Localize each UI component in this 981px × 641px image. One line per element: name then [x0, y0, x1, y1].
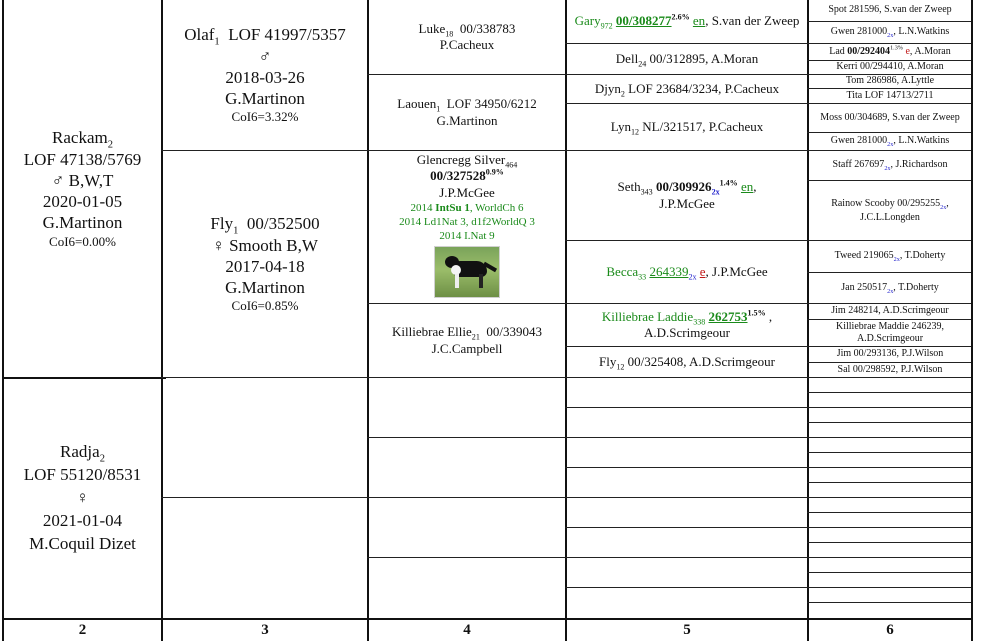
g5-cell-3[interactable] [567, 75, 807, 103]
sds-title-line-1: 2014 IntSu 1, WorldCh 6 [410, 201, 524, 214]
g5-6-line: Becca$_{33}$ $264339_{2x}$ e, J.P.McGee [606, 263, 768, 282]
dam-breeder: M.Coquil Dizet [29, 533, 136, 553]
g6-row-8[interactable] [809, 133, 971, 150]
row-rule [565, 557, 807, 558]
g5-5-breeder: J.P.McGee [659, 195, 715, 211]
g5-cell-5[interactable] [567, 151, 807, 240]
dam-name: Radja$_2$ [60, 442, 105, 465]
g6-row-16[interactable] [809, 363, 971, 377]
footer-gen-6: 6 [886, 622, 894, 638]
g6-11-text: Tweed $219065_{2x}$, T.Doherty [834, 250, 946, 264]
row-rule [807, 527, 971, 528]
g5-2-line: Dell$_{24}$ 00/312895, A.Moran [615, 50, 759, 69]
row-rule [807, 482, 971, 483]
row-rule [161, 377, 367, 378]
row-rule [807, 437, 971, 438]
g6-row-2[interactable] [809, 22, 971, 43]
row-rule [807, 557, 971, 558]
row-rule [807, 467, 971, 468]
g6-row-9[interactable] [809, 151, 971, 180]
g6-row-5[interactable] [809, 75, 971, 88]
ss-coi: CoI6=3.32% [231, 109, 299, 125]
g6-13-text: Jim 248214, A.D.Scrimgeour [831, 305, 949, 317]
sd-coi: CoI6=0.85% [231, 298, 299, 314]
g6-row-13[interactable] [809, 304, 971, 319]
sds-title-line-2: 2014 Ld1Nat 3, d1f2WorldQ 3 [399, 216, 535, 229]
row-rule [807, 587, 971, 588]
g6-8-text: Gwen $281000_{2x}$, L.N.Watkins [830, 135, 950, 149]
col-rule [971, 0, 973, 641]
g6-row-7[interactable] [809, 104, 971, 132]
sss-breeder: P.Cacheux [439, 37, 495, 52]
row-rule [565, 437, 807, 438]
footer-gen-3: 3 [261, 622, 269, 638]
dog-photo-icon[interactable] [434, 246, 500, 298]
dam-sex: ♀ [76, 488, 89, 508]
sds-title-line-3: 2014 I.Nat 9 [439, 230, 495, 243]
g6-14-text: Killiebrae Maddie 246239, A.D.Scrimgeour [835, 321, 945, 344]
g5-cell-8[interactable] [567, 347, 807, 377]
g6-9-text: Staff $267697_{2x}$, J.Richardson [832, 159, 948, 173]
ss-breeder: G.Martinon [225, 89, 305, 109]
sire-dob: 2020-01-05 [42, 192, 123, 211]
sds-name: Glencregg Silver$_{464}$ [416, 152, 518, 170]
row-rule [807, 542, 971, 543]
row-rule [807, 407, 971, 408]
ss-dob: 2018-03-26 [225, 67, 305, 87]
g5-cell-7[interactable] [567, 304, 807, 346]
row-rule [807, 377, 971, 378]
sds-cell[interactable] [369, 151, 565, 303]
row-rule [367, 497, 565, 498]
g6-5-text: Tom 286986, A.Lyttle [845, 75, 935, 87]
ss-name: Olaf$_1$ LOF 41997/5357 [184, 25, 346, 48]
g6-16-text: Sal 00/298592, P.J.Wilson [837, 363, 943, 375]
g6-12-text: Jan $250517_{2x}$, T.Doherty [841, 281, 939, 295]
sdd-name: Killiebrae Ellie$_{21}$ 00/339043 [392, 324, 542, 342]
row-rule [565, 467, 807, 468]
sire-dam-cell[interactable] [163, 151, 367, 377]
g5-4-line: Lyn$_{12}$ NL/321517, P.Cacheux [610, 118, 764, 137]
row-rule [807, 452, 971, 453]
ssd-cell[interactable] [369, 75, 565, 150]
sd-sex-coat: ♀ Smooth B,W [212, 235, 318, 255]
sire-name: Rackam$_2$ [52, 128, 113, 151]
g6-10-line2: J.C.L.Longden [860, 211, 920, 223]
sire-sex-coat: ♂ B,W,T [51, 170, 114, 190]
dam-dob: 2021-01-04 [42, 510, 123, 530]
row-rule [565, 587, 807, 588]
g6-row-15[interactable] [809, 347, 971, 362]
row-rule [367, 557, 565, 558]
g5-cell-1[interactable] [567, 0, 807, 43]
g5-cell-6[interactable] [567, 241, 807, 303]
g6-7-text: Moss 00/304689, S.van der Zweep [820, 111, 960, 123]
sire-breeder: G.Martinon [42, 213, 123, 233]
row-rule [807, 602, 971, 603]
g6-10-text: Rainow Scooby $00/295255_{2x}$, [831, 197, 949, 211]
row-rule [807, 572, 971, 573]
row-rule [807, 392, 971, 393]
ss-sex: ♂ [258, 46, 272, 66]
g6-row-3[interactable] [809, 44, 971, 60]
footer-gen-4: 4 [463, 622, 471, 638]
footer-gen-5: 5 [683, 622, 691, 638]
sd-breeder: G.Martinon [225, 278, 305, 298]
sss-name: Luke$_{18}$ 00/338783 [418, 20, 516, 39]
sd-dob: 2017-04-18 [225, 256, 305, 276]
row-rule [565, 407, 807, 408]
g6-row-10[interactable] [809, 181, 971, 240]
g6-2-text: Gwen $281000_{2x}$, L.N.Watkins [830, 26, 950, 40]
sire-reg: LOF 47138/5769 [23, 149, 142, 169]
sds-breeder: J.P.McGee [439, 184, 495, 200]
g6-4-text: Kerri 00/294410, A.Moran [836, 61, 944, 73]
sire-coi: CoI6=0.00% [49, 233, 116, 249]
g5-7-breeder: A.D.Scrimgeour [644, 325, 730, 340]
dam-reg: LOF 55120/8531 [23, 465, 142, 485]
g6-row-1[interactable] [809, 0, 971, 21]
sire-cell[interactable] [4, 0, 161, 377]
row-rule [807, 497, 971, 498]
g6-row-14[interactable] [809, 320, 971, 346]
row-rule [565, 377, 807, 378]
sdd-breeder: J.C.Campbell [431, 340, 503, 356]
row-rule [367, 377, 565, 378]
ssd-breeder: G.Martinon [436, 112, 498, 128]
g6-row-4[interactable] [809, 61, 971, 74]
row-rule [565, 497, 807, 498]
g6-1-text: Spot 281596, S.van der Zweep [828, 4, 952, 16]
g6-row-12[interactable] [809, 273, 971, 303]
g6-3-text: Lad $00/292404^{1.3\%}$ e, A.Moran [829, 44, 951, 57]
sire-sire-cell[interactable] [163, 0, 367, 150]
g5-1-line: Gary$_{972}$ $00/308277^{2.6\%}$ en, S.van der Zweep [574, 13, 800, 31]
row-rule [367, 437, 565, 438]
dam-cell[interactable] [4, 379, 161, 618]
g5-3-line: Djyn$_2$ LOF 23684/3234, P.Cacheux [594, 80, 780, 99]
g5-cell-2[interactable] [567, 44, 807, 74]
g5-5-line: Seth$_{343}$ $00/309926_{2x}^{1.4\%}$ en, [617, 178, 757, 197]
row-rule [161, 497, 367, 498]
sds-titles [399, 201, 535, 244]
sd-name: Fly$_1$ 00/352500 [210, 214, 320, 237]
g5-8-line: Fly$_{12}$ 00/325408, A.D.Scrimgeour [599, 353, 775, 372]
footer-gen-2: 2 [78, 622, 87, 638]
row-rule [807, 512, 971, 513]
row-rule [565, 527, 807, 528]
g6-row-11[interactable] [809, 241, 971, 272]
g6-15-text: Jim 00/293136, P.J.Wilson [836, 348, 944, 360]
ssd-name: Laouen$_1$ LOF 34950/6212 [397, 96, 537, 114]
sdd-cell[interactable] [369, 304, 565, 377]
g6-6-text: Tita LOF 14713/2711 [846, 89, 934, 101]
g5-7-line: Killiebrae Laddie$_{338}$ $262753^{1.5\%}$ , [601, 308, 773, 327]
sds-reg: $00/327528^{0.9\%}$ [430, 167, 504, 184]
g6-row-6[interactable] [809, 89, 971, 103]
row-rule [807, 422, 971, 423]
g5-cell-4[interactable] [567, 104, 807, 150]
sss-cell[interactable] [369, 0, 565, 74]
